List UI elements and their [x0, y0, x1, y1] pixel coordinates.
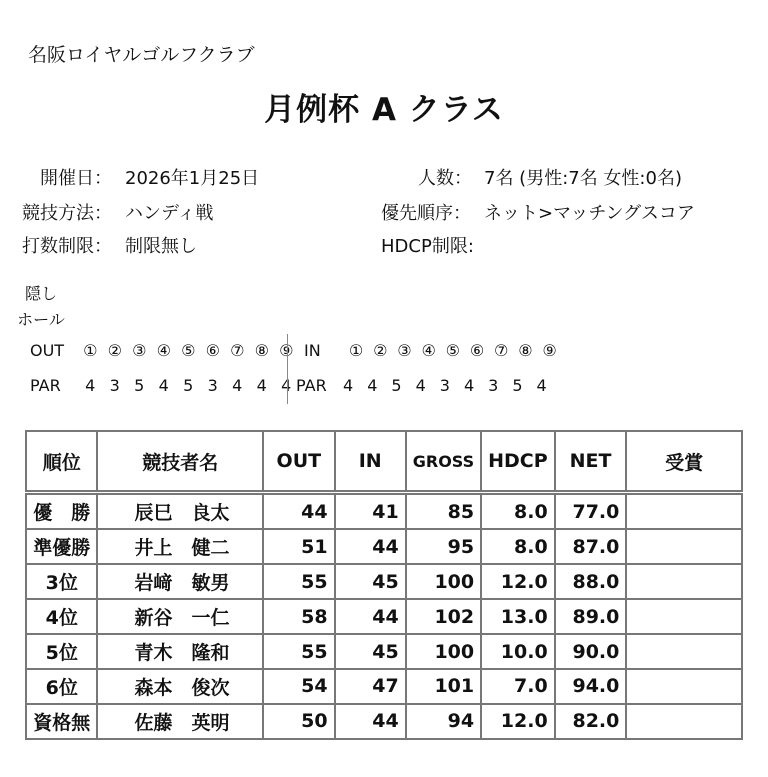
hdcp-cell: 8.0	[481, 493, 555, 530]
out-score-cell: 55	[263, 634, 335, 669]
limit-value: 制限無し	[125, 236, 197, 257]
award-cell	[626, 669, 742, 704]
out-score-cell: 51	[263, 529, 335, 564]
out-par-label: PAR	[30, 376, 61, 395]
header-in: IN	[335, 431, 406, 493]
header-player-name: 競技者名	[97, 431, 263, 493]
award-cell	[626, 493, 742, 530]
in-hole-9: ⑨	[542, 341, 557, 360]
out-par-5: 5	[183, 376, 194, 395]
net-cell: 77.0	[555, 493, 627, 530]
award-cell	[626, 704, 742, 739]
out-par-7: 4	[232, 376, 243, 395]
in-hole-7: ⑦	[494, 341, 509, 360]
in-holes-row	[300, 341, 562, 360]
table-row	[26, 634, 742, 669]
in-hole-2: ②	[373, 341, 388, 360]
table-row	[26, 529, 742, 564]
net-cell: 88.0	[555, 564, 627, 599]
out-score-cell: 54	[263, 669, 335, 704]
out-hole-6: ⑥	[205, 341, 220, 360]
gross-cell: 100	[406, 634, 481, 669]
in-hole-8: ⑧	[518, 341, 533, 360]
net-cell: 89.0	[555, 599, 627, 634]
hdcp-cell: 13.0	[481, 599, 555, 634]
header-net: NET	[555, 431, 627, 493]
priority-value: ネット>マッチングスコア	[484, 203, 695, 224]
out-hole-5: ⑤	[181, 341, 196, 360]
player-name-cell: 辰巳 良太	[97, 493, 263, 530]
in-score-cell: 44	[335, 529, 406, 564]
gross-cell: 95	[406, 529, 481, 564]
out-hole-2: ②	[107, 341, 122, 360]
table-row	[26, 493, 742, 530]
header-award: 受賞	[626, 431, 742, 493]
rank-cell: 3位	[26, 564, 97, 599]
net-cell: 82.0	[555, 704, 627, 739]
out-hole-7: ⑦	[230, 341, 245, 360]
results-table	[25, 430, 743, 740]
out-score-cell: 55	[263, 564, 335, 599]
rank-cell: 資格無	[26, 704, 97, 739]
rank-cell: 優 勝	[26, 493, 97, 530]
rank-cell: 4位	[26, 599, 97, 634]
out-score-cell: 44	[263, 493, 335, 530]
net-cell: 94.0	[555, 669, 627, 704]
hdcp-cell: 10.0	[481, 634, 555, 669]
out-par-row	[30, 376, 299, 395]
out-par-6: 3	[207, 376, 218, 395]
in-score-cell: 47	[335, 669, 406, 704]
club-name: 名阪ロイヤルゴルフクラブ	[28, 44, 255, 66]
out-par-4: 4	[158, 376, 169, 395]
in-par-2: 4	[367, 376, 378, 395]
net-cell: 90.0	[555, 634, 627, 669]
gross-cell: 94	[406, 704, 481, 739]
out-par-9: 4	[281, 376, 292, 395]
out-par-8: 4	[256, 376, 267, 395]
in-par-row	[296, 376, 554, 395]
limit-label: 打数制限：	[22, 236, 112, 257]
hidden-hole-label-line1: 隠し	[24, 284, 57, 303]
count-value: 7名 (男性:7名 女性:0名)	[484, 168, 682, 189]
player-name-cell: 新谷 一仁	[97, 599, 263, 634]
gross-cell: 100	[406, 564, 481, 599]
award-cell	[626, 634, 742, 669]
hidden-hole-label-line2: ホール	[17, 310, 65, 329]
out-score-cell: 58	[263, 599, 335, 634]
gross-cell: 102	[406, 599, 481, 634]
out-score-cell: 50	[263, 704, 335, 739]
hdcp-limit-label: HDCP制限:	[381, 236, 474, 257]
in-score-cell: 45	[335, 634, 406, 669]
out-par-1: 4	[85, 376, 96, 395]
rank-cell: 6位	[26, 669, 97, 704]
out-hole-1: ①	[83, 341, 98, 360]
out-par-2: 3	[109, 376, 120, 395]
player-name-cell: 岩﨑 敏男	[97, 564, 263, 599]
in-hole-5: ⑤	[445, 341, 461, 360]
date-label: 開催日：	[40, 168, 112, 189]
page-title: 月例杯 A クラス	[264, 92, 504, 128]
out-hole-4: ④	[156, 341, 171, 360]
table-row	[26, 704, 742, 739]
out-hole-3: ③	[132, 341, 147, 360]
in-label: IN	[304, 341, 321, 360]
gross-cell: 101	[406, 669, 481, 704]
count-label: 人数：	[418, 168, 472, 189]
hdcp-cell: 12.0	[481, 704, 555, 739]
table-header-row	[26, 431, 742, 493]
net-cell: 87.0	[555, 529, 627, 564]
table-row	[26, 599, 742, 634]
out-holes-row	[30, 341, 299, 360]
player-name-cell: 青木 隆和	[97, 634, 263, 669]
out-in-divider	[287, 334, 288, 404]
header-gross: GROSS	[406, 431, 481, 493]
in-hole-3: ③	[397, 341, 412, 360]
in-par-label: PAR	[296, 376, 327, 395]
hdcp-cell: 12.0	[481, 564, 555, 599]
award-cell	[626, 599, 742, 634]
in-score-cell: 44	[335, 704, 406, 739]
table-row	[26, 669, 742, 704]
hidden-hole-label	[14, 281, 68, 333]
player-name-cell: 佐藤 英明	[97, 704, 263, 739]
out-label: OUT	[30, 341, 65, 360]
rank-cell: 5位	[26, 634, 97, 669]
hdcp-cell: 7.0	[481, 669, 555, 704]
header-hdcp: HDCP	[481, 431, 555, 493]
in-par-8: 5	[512, 376, 523, 395]
method-label: 競技方法：	[22, 203, 112, 224]
in-hole-6: ⑥	[469, 341, 485, 360]
header-out: OUT	[263, 431, 335, 493]
out-hole-9: ⑨	[279, 341, 294, 360]
in-par-4: 4	[415, 376, 426, 395]
in-score-cell: 45	[335, 564, 406, 599]
out-hole-8: ⑧	[254, 341, 269, 360]
in-par-9: 4	[536, 376, 547, 395]
header-rank: 順位	[26, 431, 97, 493]
in-par-7: 3	[488, 376, 499, 395]
award-cell	[626, 564, 742, 599]
table-row	[26, 564, 742, 599]
player-name-cell: 森本 俊次	[97, 669, 263, 704]
award-cell	[626, 529, 742, 564]
hdcp-cell: 8.0	[481, 529, 555, 564]
out-par-3: 5	[134, 376, 145, 395]
priority-label: 優先順序：	[381, 203, 471, 224]
in-hole-4: ④	[421, 341, 436, 360]
player-name-cell: 井上 健二	[97, 529, 263, 564]
in-par-6: 4	[463, 376, 475, 395]
in-par-1: 4	[343, 376, 354, 395]
in-hole-1: ①	[348, 341, 364, 360]
in-score-cell: 41	[335, 493, 406, 530]
gross-cell: 85	[406, 493, 481, 530]
in-par-3: 5	[391, 376, 402, 395]
in-score-cell: 44	[335, 599, 406, 634]
in-par-5: 3	[439, 376, 450, 395]
rank-cell: 準優勝	[26, 529, 97, 564]
date-value: 2026年1月25日	[125, 168, 260, 189]
method-value: ハンディ戦	[125, 203, 214, 224]
